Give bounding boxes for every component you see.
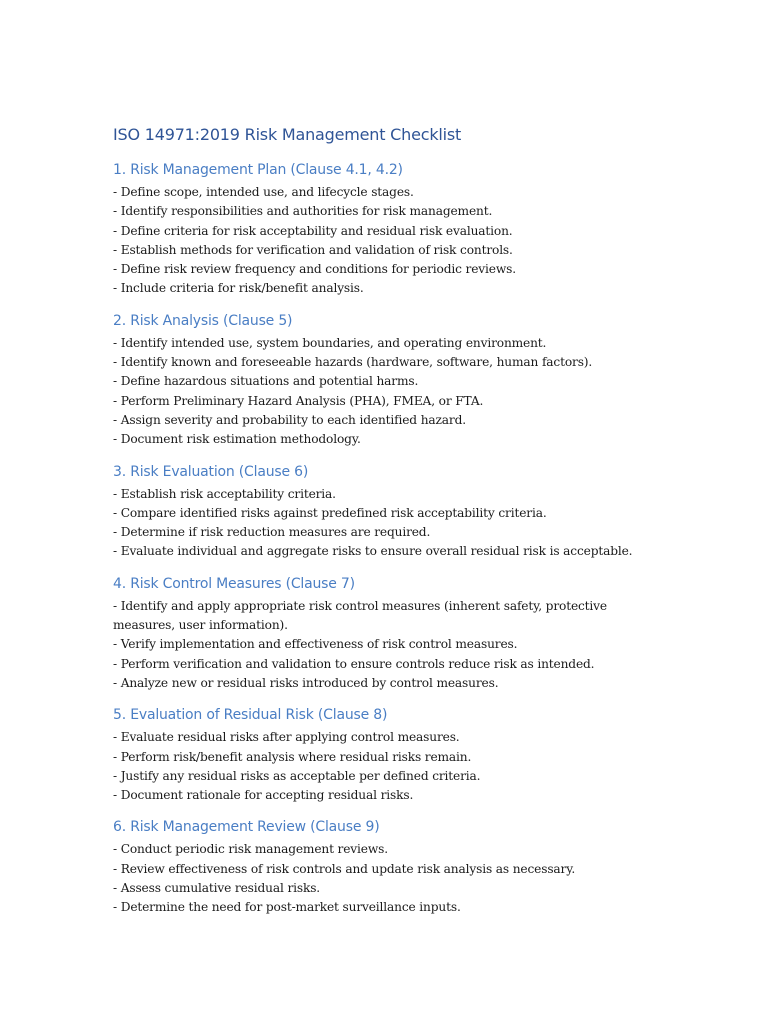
section-heading: 6. Risk Management Review (Clause 9) <box>113 819 380 836</box>
checklist-item: - Review effectiveness of risk controls and update risk analysis as necessary. <box>113 861 576 876</box>
document-page <box>113 124 633 930</box>
checklist-item: - Identify known and foreseeable hazards (hardware, software, human factors). <box>113 355 593 370</box>
checklist-item: - Conduct periodic risk management reviews. <box>113 842 388 857</box>
checklist-item: - Assess cumulative residual risks. <box>113 881 321 896</box>
checklist-item: - Evaluate individual and aggregate risks to ensure overall residual risk is acceptable. <box>113 544 633 559</box>
checklist-item: - Perform Preliminary Hazard Analysis (PHA), FMEA, or FTA. <box>113 393 484 408</box>
checklist-item: - Analyze new or residual risks introduced by control measures. <box>113 675 499 690</box>
section-risk-management-review <box>113 817 633 917</box>
checklist-item: - Establish risk acceptability criteria. <box>113 486 336 501</box>
checklist-item: - Determine if risk reduction measures are required. <box>113 525 431 540</box>
checklist-item: - Justify any residual risks as acceptable per defined criteria. <box>113 768 481 783</box>
section-risk-control-measures <box>113 574 633 693</box>
checklist-item: - Define hazardous situations and potential harms. <box>113 374 419 389</box>
checklist-item: - Verify implementation and effectiveness of risk control measures. <box>113 637 518 652</box>
checklist-item: - Define scope, intended use, and lifecycle stages. <box>113 185 414 199</box>
checklist-item: - Document rationale for accepting residual risks. <box>113 788 414 803</box>
section-residual-risk <box>113 705 633 805</box>
checklist-item: - Determine the need for post-market surveillance inputs. <box>113 900 461 915</box>
checklist-item: - Compare identified risks against predefined risk acceptability criteria. <box>113 505 547 520</box>
document-title: ISO 14971:2019 Risk Management Checklist <box>113 125 462 144</box>
checklist-item: - Perform risk/benefit analysis where residual risks remain. <box>113 749 472 764</box>
section-heading: 5. Evaluation of Residual Risk (Clause 8) <box>113 707 388 724</box>
checklist-item: - Perform verification and validation to ensure controls reduce risk as intended. <box>113 656 595 671</box>
section-risk-evaluation <box>113 462 633 562</box>
section-heading: 3. Risk Evaluation (Clause 6) <box>113 463 309 480</box>
section-heading: 2. Risk Analysis (Clause 5) <box>113 312 293 329</box>
section-risk-management-plan <box>113 160 633 299</box>
checklist-item: - Establish methods for verification and validation of risk controls. <box>113 242 513 257</box>
checklist-item: - Assign severity and probability to each identified hazard. <box>113 412 466 427</box>
checklist-item: - Define criteria for risk acceptability and residual risk evaluation. <box>113 223 513 238</box>
checklist-item: - Identify intended use, system boundaries, and operating environment. <box>113 335 547 350</box>
checklist-item: - Document risk estimation methodology. <box>113 432 361 447</box>
section-heading: 4. Risk Control Measures (Clause 7) <box>113 575 355 592</box>
section-risk-analysis <box>113 311 633 450</box>
checklist-item: - Include criteria for risk/benefit analysis. <box>113 281 364 296</box>
section-heading: 1. Risk Management Plan (Clause 4.1, 4.2) <box>113 162 403 178</box>
checklist-item: - Identify and apply appropriate risk control measures (inherent safety, protective measures, user information). <box>113 598 607 633</box>
checklist-item: - Define risk review frequency and conditions for periodic reviews. <box>113 262 516 277</box>
checklist-item: - Evaluate residual risks after applying control measures. <box>113 730 460 745</box>
checklist-item: - Identify responsibilities and authorities for risk management. <box>113 204 493 219</box>
